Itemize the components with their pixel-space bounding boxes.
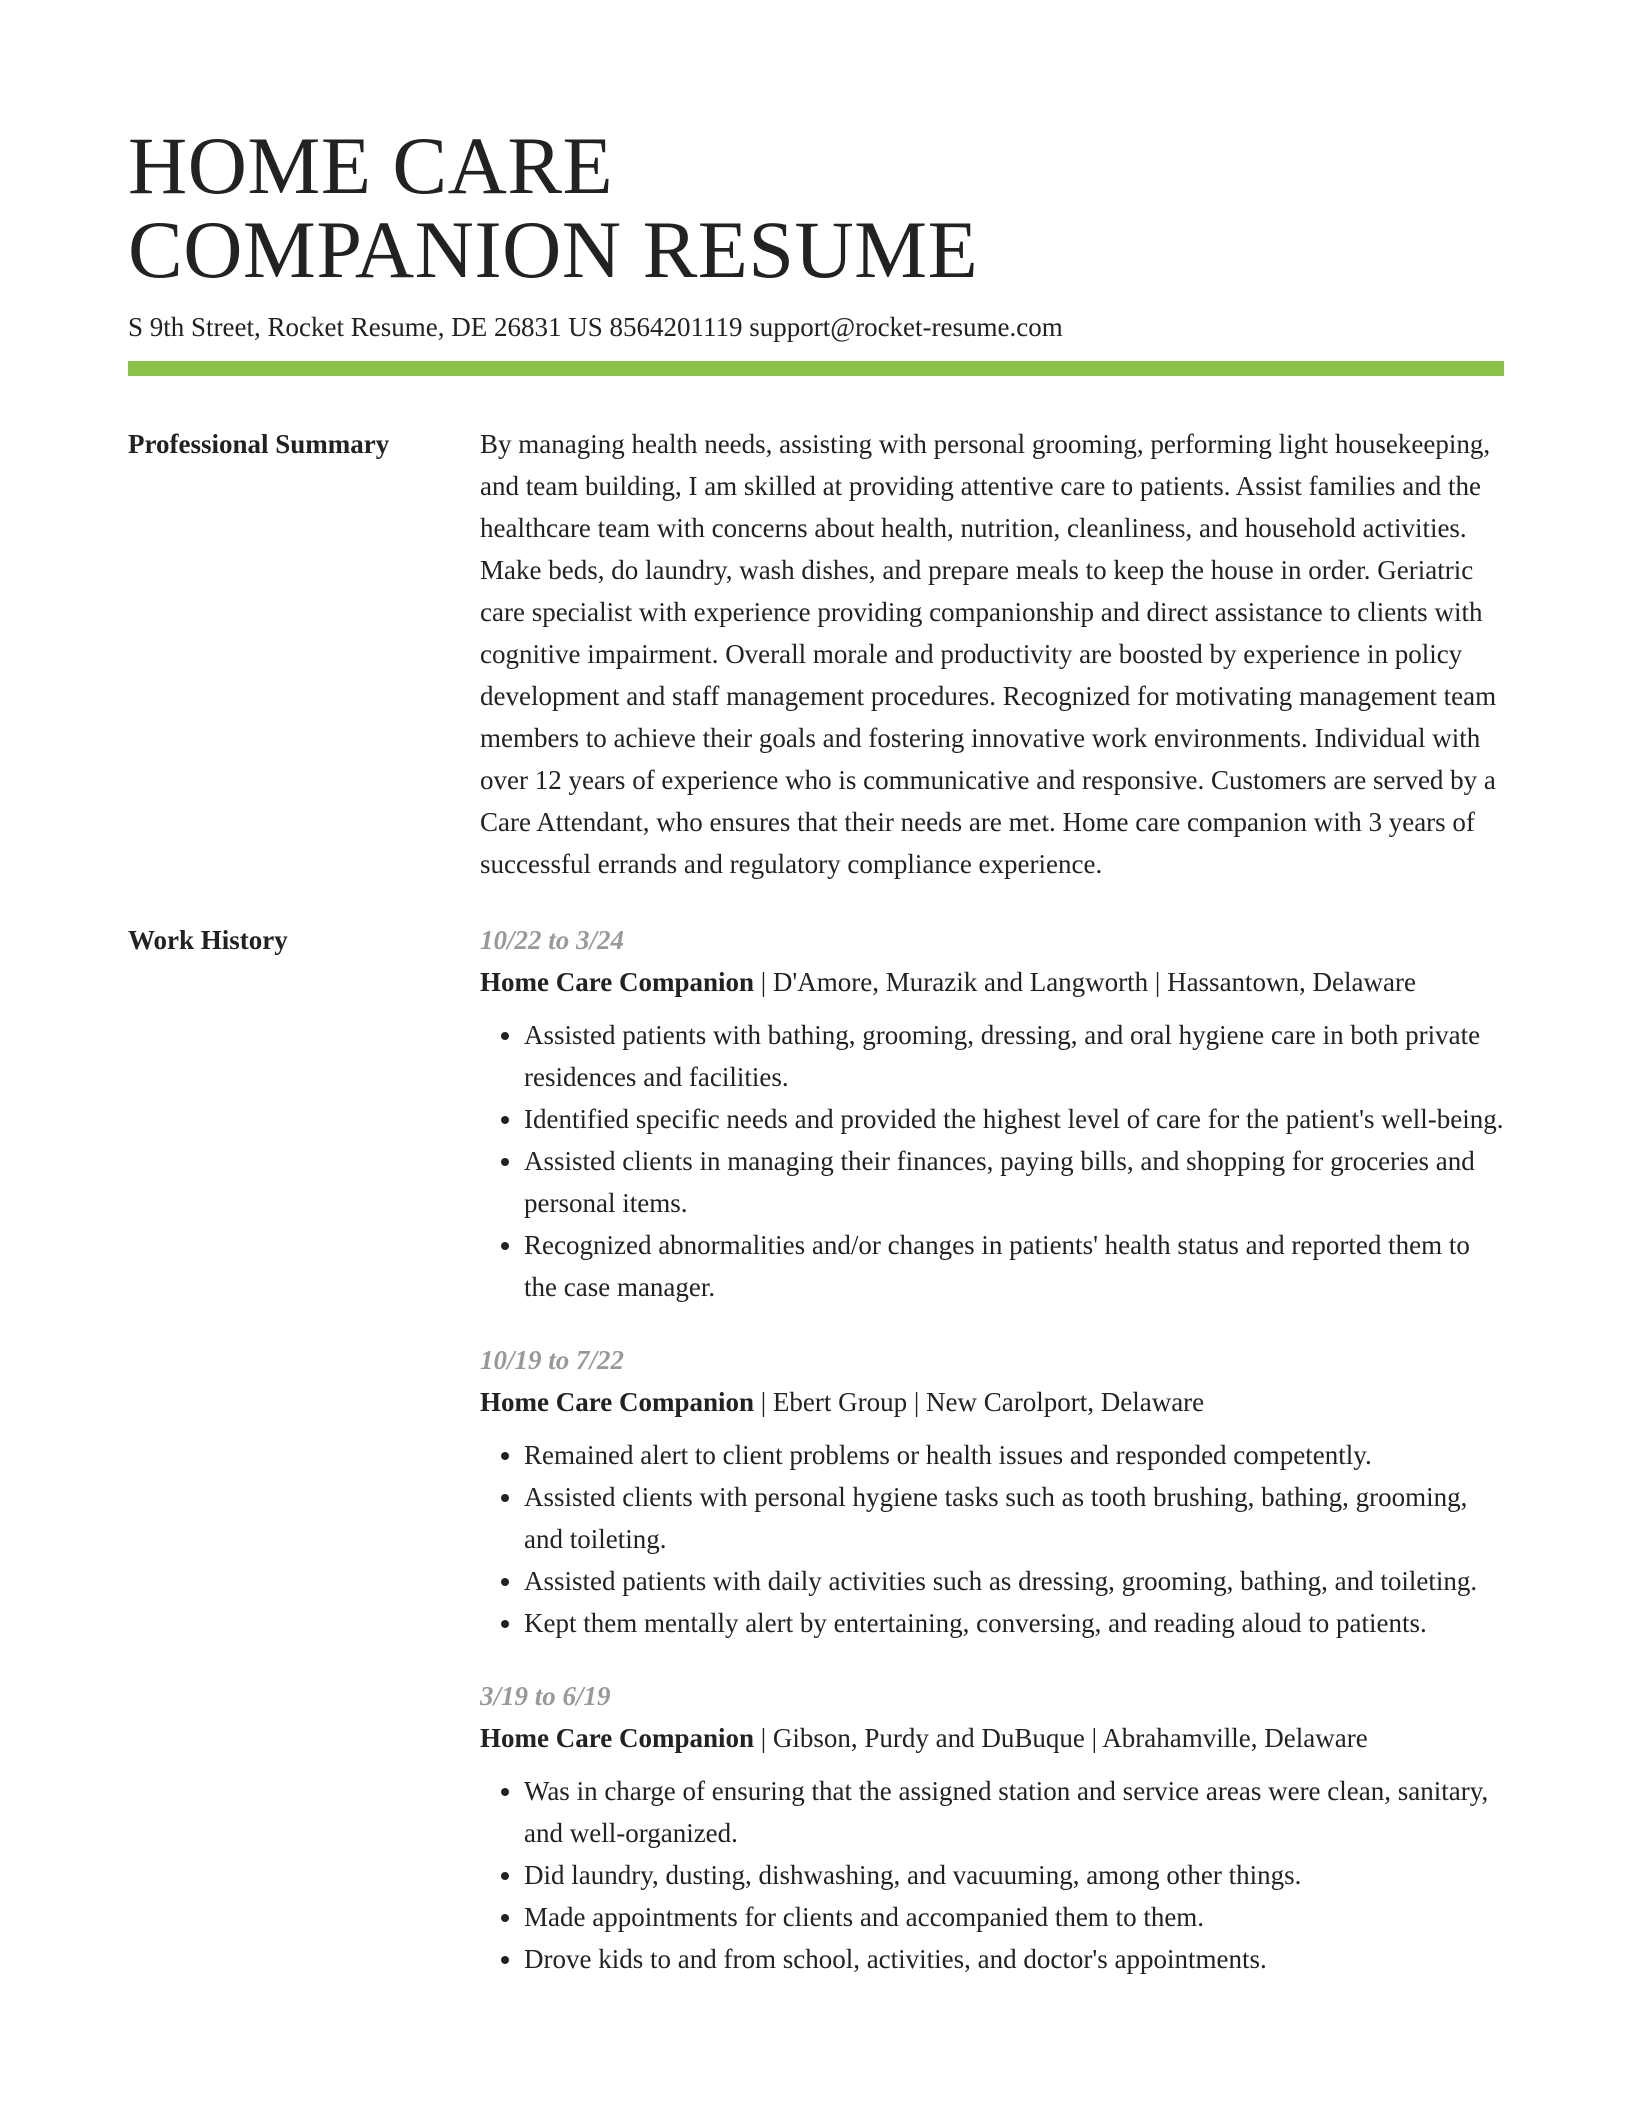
job-duty: • Assisted clients with personal hygiene tasks such as tooth brushing, bathing, grooming, and toileting.: [524, 1476, 1504, 1560]
job-dates: 10/22 to 3/24: [480, 925, 625, 955]
job-duty: • Remained alert to client problems or health issues and responded competently.: [524, 1434, 1504, 1476]
job-duty: • Assisted patients with bathing, grooming, dressing, and oral hygiene care in both private residences and facilities.: [524, 1014, 1504, 1098]
job-duty: • Drove kids to and from school, activities, and doctor's appointments.: [524, 1938, 1504, 1980]
accent-divider: [128, 361, 1504, 376]
job-dates: 10/19 to 7/22: [480, 1345, 625, 1375]
job-duty: • Recognized abnormalities and/or changes in patients' health status and reported them to the case manager.: [524, 1224, 1504, 1308]
job-heading: [480, 1717, 1504, 1759]
job-employer-location: | Gibson, Purdy and DuBuque | Abrahamville, Delaware: [754, 1723, 1368, 1753]
job-duty: • Assisted clients in managing their finances, paying bills, and shopping for groceries and personal items.: [524, 1140, 1504, 1224]
summary-section: [128, 423, 1504, 885]
job-entry: [480, 919, 1504, 1308]
summary-heading: Professional Summary: [128, 429, 390, 459]
job-entry: [480, 1339, 1504, 1644]
job-employer-location: | D'Amore, Murazik and Langworth | Hassantown, Delaware: [754, 967, 1416, 997]
title-line-1: HOME CARE: [128, 120, 614, 211]
job-duty: • Made appointments for clients and accompanied them to them.: [524, 1896, 1504, 1938]
job-dates: 3/19 to 6/19: [480, 1681, 611, 1711]
job-title: Home Care Companion: [480, 1387, 754, 1417]
summary-text: By managing health needs, assisting with personal grooming, performing light housekeeping, and team building, I am skilled at providing attentive care to patients. Assist families and the healthcare team with concerns about health, nutrition, cleanliness, and household activities. Make beds, do laundry, wash dishes, and prepare meals to keep the house in order. Geriatric care specialist with experience providing companionship and direct assistance to clients with cognitive impairment. Overall morale and productivity are boosted by experience in policy development and staff management procedures. Recognized for motivating management team members to achieve their goals and fostering innovative work environments. Individual with over 12 years of experience who is communicative and responsive. Customers are served by a Care Attendant, who ensures that their needs are met. Home care companion with 3 years of successful errands and regulatory compliance experience.: [480, 429, 1497, 879]
job-duty: • Did laundry, dusting, dishwashing, and vacuuming, among other things.: [524, 1854, 1504, 1896]
job-duty: • Was in charge of ensuring that the assigned station and service areas were clean, sanitary, and well-organized.: [524, 1770, 1504, 1854]
work-history-body: [480, 919, 1504, 2011]
job-title: Home Care Companion: [480, 967, 754, 997]
resume-title: [128, 0, 1504, 295]
resume-page: [128, 0, 1504, 2011]
job-duties-list: [480, 1770, 1504, 1980]
job-heading: [480, 1381, 1504, 1423]
job-employer-location: | Ebert Group | New Carolport, Delaware: [754, 1387, 1205, 1417]
job-duty: • Kept them mentally alert by entertaining, conversing, and reading aloud to patients.: [524, 1602, 1504, 1644]
contact-info: S 9th Street, Rocket Resume, DE 26831 US 8564201119 support@rocket-resume.com: [128, 312, 1063, 342]
job-duty: • Assisted patients with daily activities such as dressing, grooming, bathing, and toileting.: [524, 1560, 1504, 1602]
work-history-section: [128, 919, 1504, 2011]
job-duty: • Identified specific needs and provided the highest level of care for the patient's well-being.: [524, 1098, 1504, 1140]
summary-body: [480, 423, 1504, 885]
title-line-2: COMPANION RESUME: [128, 204, 979, 295]
work-history-heading: Work History: [128, 925, 288, 955]
job-duties-list: [480, 1014, 1504, 1308]
job-title: Home Care Companion: [480, 1723, 754, 1753]
job-entry: [480, 1675, 1504, 1980]
job-duties-list: [480, 1434, 1504, 1644]
job-heading: [480, 961, 1504, 1003]
